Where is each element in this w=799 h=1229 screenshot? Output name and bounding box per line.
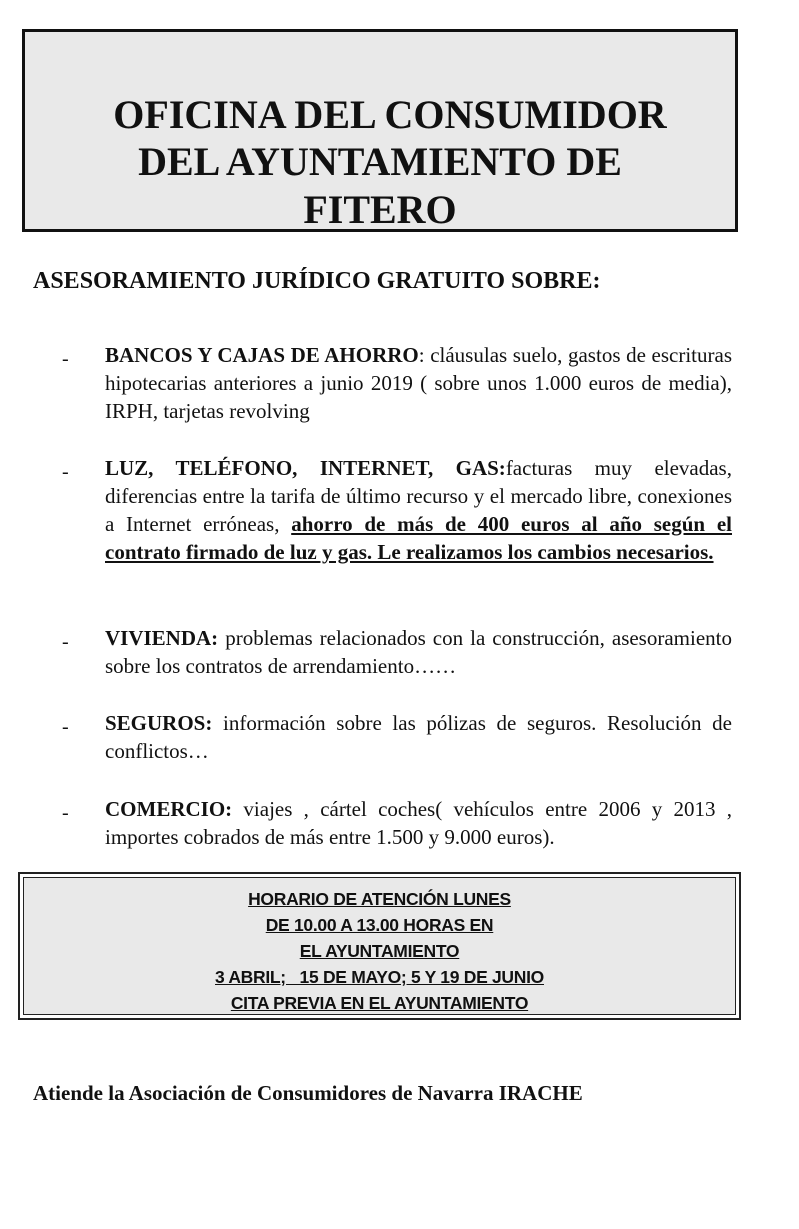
list-item-utilities <box>105 454 732 566</box>
schedule-line: HORARIO DE ATENCIÓN LUNES <box>248 889 511 909</box>
schedule-box-inner <box>23 877 736 1015</box>
schedule-box <box>18 872 741 1020</box>
bullet-dash: - <box>62 716 69 738</box>
section-heading: ASESORAMIENTO JURÍDICO GRATUITO SOBRE: <box>33 268 601 294</box>
item-label: SEGUROS: <box>105 711 213 735</box>
item-label: COMERCIO: <box>105 797 233 821</box>
title-line-2: DEL AYUNTAMIENTO DE <box>138 139 622 184</box>
bullet-dash: - <box>62 802 69 824</box>
title-line-3: FITERO <box>303 187 457 232</box>
list-item-banks <box>105 341 732 425</box>
bullet-dash: - <box>62 348 69 370</box>
item-text: facturas muy elevadas, diferencias entre la tarifa de último recurso y el mercado libre, conexiones a Internet erróneas, <box>105 456 732 536</box>
schedule-line: EL AYUNTAMIENTO <box>299 941 460 961</box>
bullet-dash: - <box>62 631 69 653</box>
item-label: LUZ, TELÉFONO, INTERNET, GAS: <box>105 456 506 480</box>
list-item-housing <box>105 624 732 680</box>
item-text: viajes , cártel coches( vehículos entre 2006 y 2013 , importes cobrados de más entre 1.500 y 9.000 euros). <box>105 797 732 849</box>
bullet-dash: - <box>62 461 69 483</box>
item-text: problemas relacionados con la construcción, asesoramiento sobre los contratos de arrendamiento…… <box>105 626 732 678</box>
list-item-insurance <box>105 709 732 765</box>
item-text: información sobre las pólizas de seguros. Resolución de conflictos… <box>105 711 732 763</box>
item-label: BANCOS Y CAJAS DE AHORRO <box>105 343 419 367</box>
schedule-line: CITA PREVIA EN EL AYUNTAMIENTO <box>230 993 529 1013</box>
schedule-line: 3 ABRIL; 15 DE MAYO; 5 Y 19 DE JUNIO <box>215 967 544 987</box>
list-item-commerce <box>105 795 732 851</box>
title-box <box>22 29 738 232</box>
item-emphasis: ahorro de más de 400 euros al año según el contrato firmado de luz y gas. Le realizamos los cambios necesarios. <box>105 512 732 564</box>
item-text: : cláusulas suelo, gastos de escrituras hipotecarias anteriores a junio 2019 ( sobre unos 1.000 euros de media), IRPH, tarjetas revolving <box>105 343 732 423</box>
footer-note: Atiende la Asociación de Consumidores de Navarra IRACHE <box>33 1081 583 1105</box>
item-label: VIVIENDA: <box>105 626 219 650</box>
title-line-1: OFICINA DEL CONSUMIDOR <box>113 92 667 137</box>
schedule-line: DE 10.00 A 13.00 HORAS EN <box>265 915 494 935</box>
